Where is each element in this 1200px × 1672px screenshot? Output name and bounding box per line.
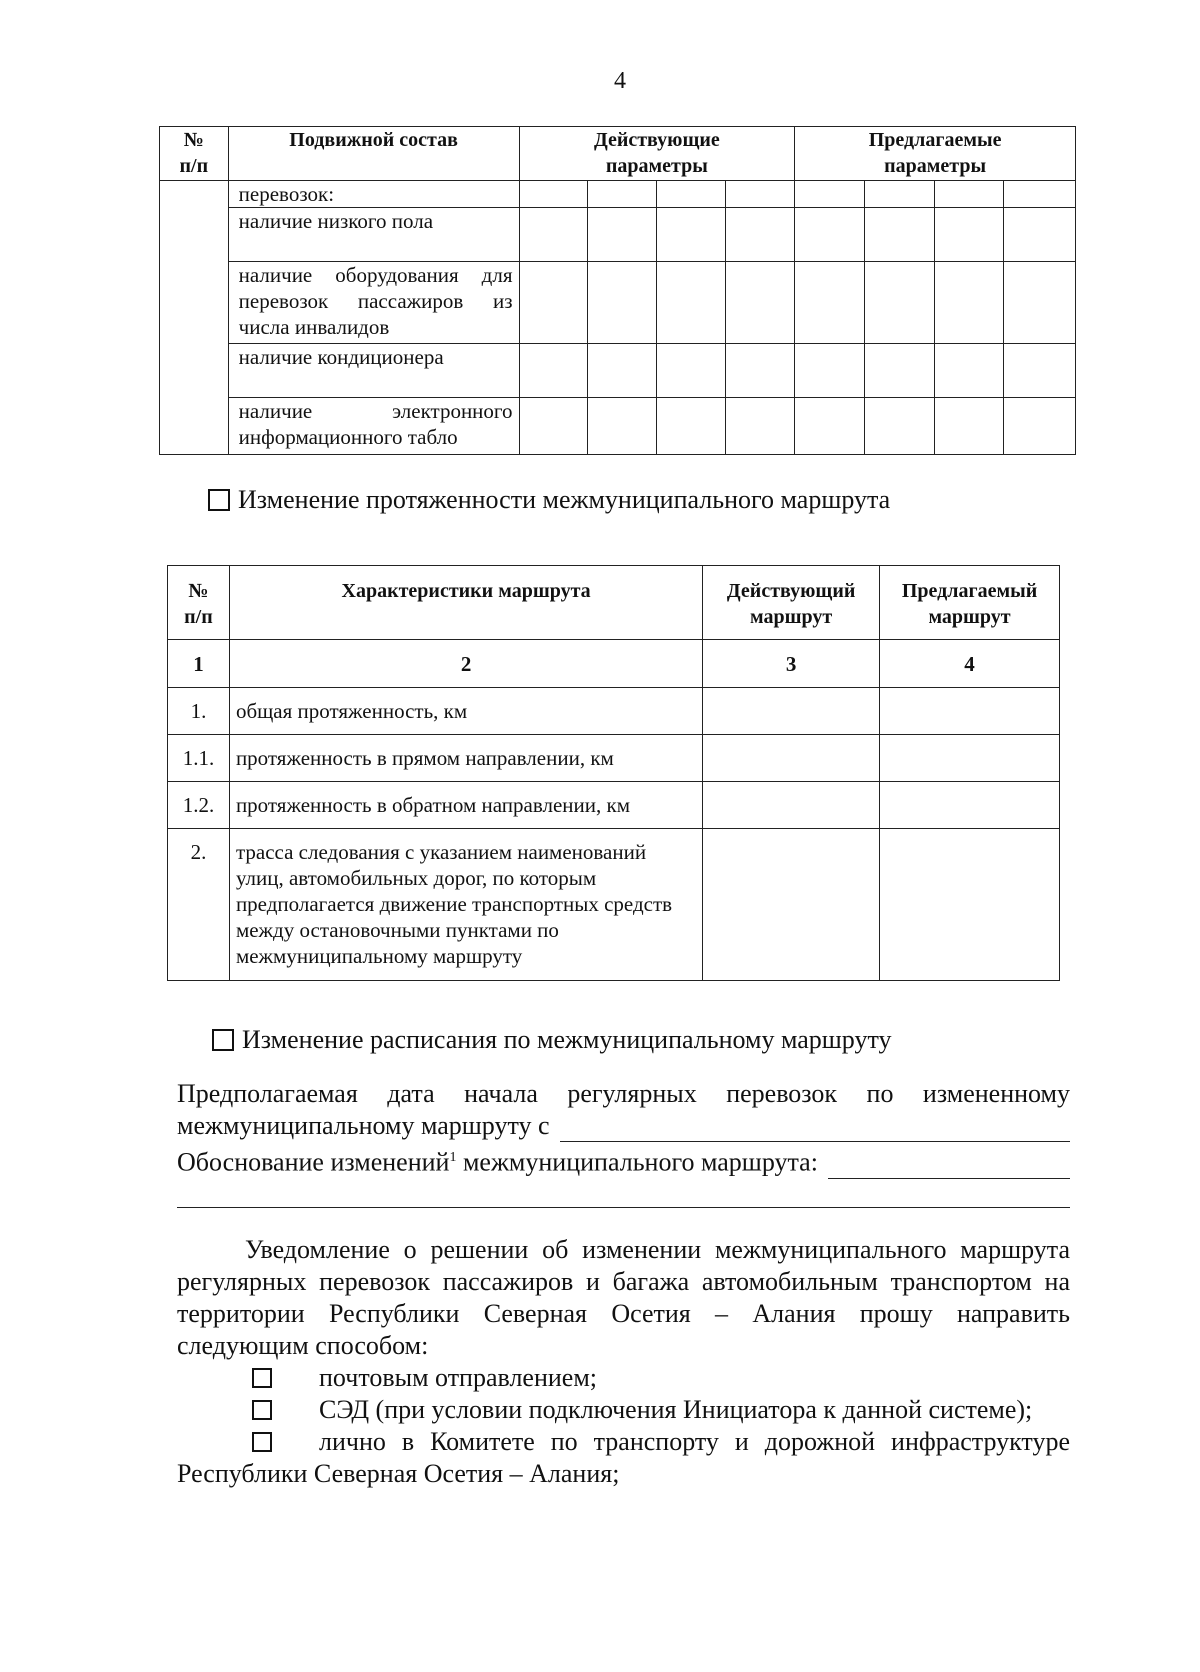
notification-paragraph: Уведомление о решении об изменении межмуниципального маршрута регулярных перевозок пассажиров и багажа автомобильным транспортом на территории Республики Северная Осетия – Алания прошу направить следующим способом: (177, 1235, 1070, 1360)
start-date-line1: Предполагаемая дата начала регулярных перевозок по измененному (177, 1079, 1070, 1108)
col-header-proposed-params: Предлагаемые параметры (795, 127, 1076, 181)
length-change-option[interactable] (208, 485, 890, 515)
row-num: 1.2. (168, 782, 230, 829)
option-sed[interactable] (252, 1394, 1032, 1426)
schedule-change-option[interactable] (212, 1025, 891, 1055)
col-header-current-params: Действующие параметры (519, 127, 795, 181)
col-header-num: № п/п (160, 127, 229, 181)
start-date-input[interactable] (560, 1115, 1070, 1142)
col-number: 3 (703, 640, 880, 688)
option-in-person-label: лично в Комитете по транспорту и дорожной инфраструктуре (319, 1427, 1070, 1456)
schedule-change-label: Изменение расписания по межмуниципальному маршруту (242, 1025, 892, 1054)
num-cell (160, 181, 229, 455)
justification-input-line2[interactable] (177, 1179, 1070, 1208)
option-in-person[interactable] (252, 1426, 1070, 1458)
length-change-label: Изменение протяженности межмуниципального маршрута (238, 485, 891, 514)
row-label: наличие оборудования для перевозок пассажиров из числа инвалидов (228, 262, 519, 344)
col-number: 2 (229, 640, 702, 688)
row-num: 2. (168, 829, 230, 981)
checkbox[interactable] (252, 1400, 272, 1420)
checkbox[interactable] (208, 489, 230, 511)
checkbox[interactable] (252, 1368, 272, 1388)
row-label: наличие электронного информационного табло (228, 398, 519, 455)
route-characteristics-table (167, 565, 1060, 981)
checkbox[interactable] (212, 1029, 234, 1051)
col-header-rolling-stock: Подвижной состав (228, 127, 519, 181)
row-desc: протяженность в прямом направлении, км (229, 735, 702, 782)
row-num: 1.1. (168, 735, 230, 782)
row-desc: общая протяженность, км (229, 688, 702, 735)
row-desc: трасса следования с указанием наименований улиц, автомобильных дорог, по которым предполагается движение транспортных средств между остановочными пунктами по межмуниципальному маршруту (229, 829, 702, 981)
col-header-num: № п/п (168, 566, 230, 640)
start-date-line2: межмуниципальному маршруту с (177, 1111, 550, 1140)
option-in-person-continuation: Республики Северная Осетия – Алания; (177, 1459, 620, 1488)
row-label: наличие кондиционера (228, 344, 519, 398)
option-sed-label: СЭД (при условии подключения Инициатора к данной системе); (319, 1395, 1033, 1424)
col-header-current-route: Действующий маршрут (703, 566, 880, 640)
row-label: перевозок: (228, 181, 519, 208)
option-mail[interactable] (252, 1362, 597, 1394)
row-desc: протяженность в обратном направлении, км (229, 782, 702, 829)
col-number: 4 (880, 640, 1060, 688)
justification-label: Обоснование изменений$^1$ межмуниципального маршрута: (177, 1147, 818, 1177)
col-header-proposed-route: Предлагаемый маршрут (880, 566, 1060, 640)
row-label: наличие низкого пола (228, 208, 519, 262)
footnote-marker: 1 (449, 1150, 457, 1165)
option-mail-label: почтовым отправлением; (319, 1363, 598, 1392)
rolling-stock-table (159, 126, 1076, 455)
col-header-characteristics: Характеристики маршрута (229, 566, 702, 640)
checkbox[interactable] (252, 1432, 272, 1452)
justification-input[interactable] (828, 1152, 1070, 1179)
row-num: 1. (168, 688, 230, 735)
col-number: 1 (168, 640, 230, 688)
page-number: 4 (614, 68, 626, 94)
